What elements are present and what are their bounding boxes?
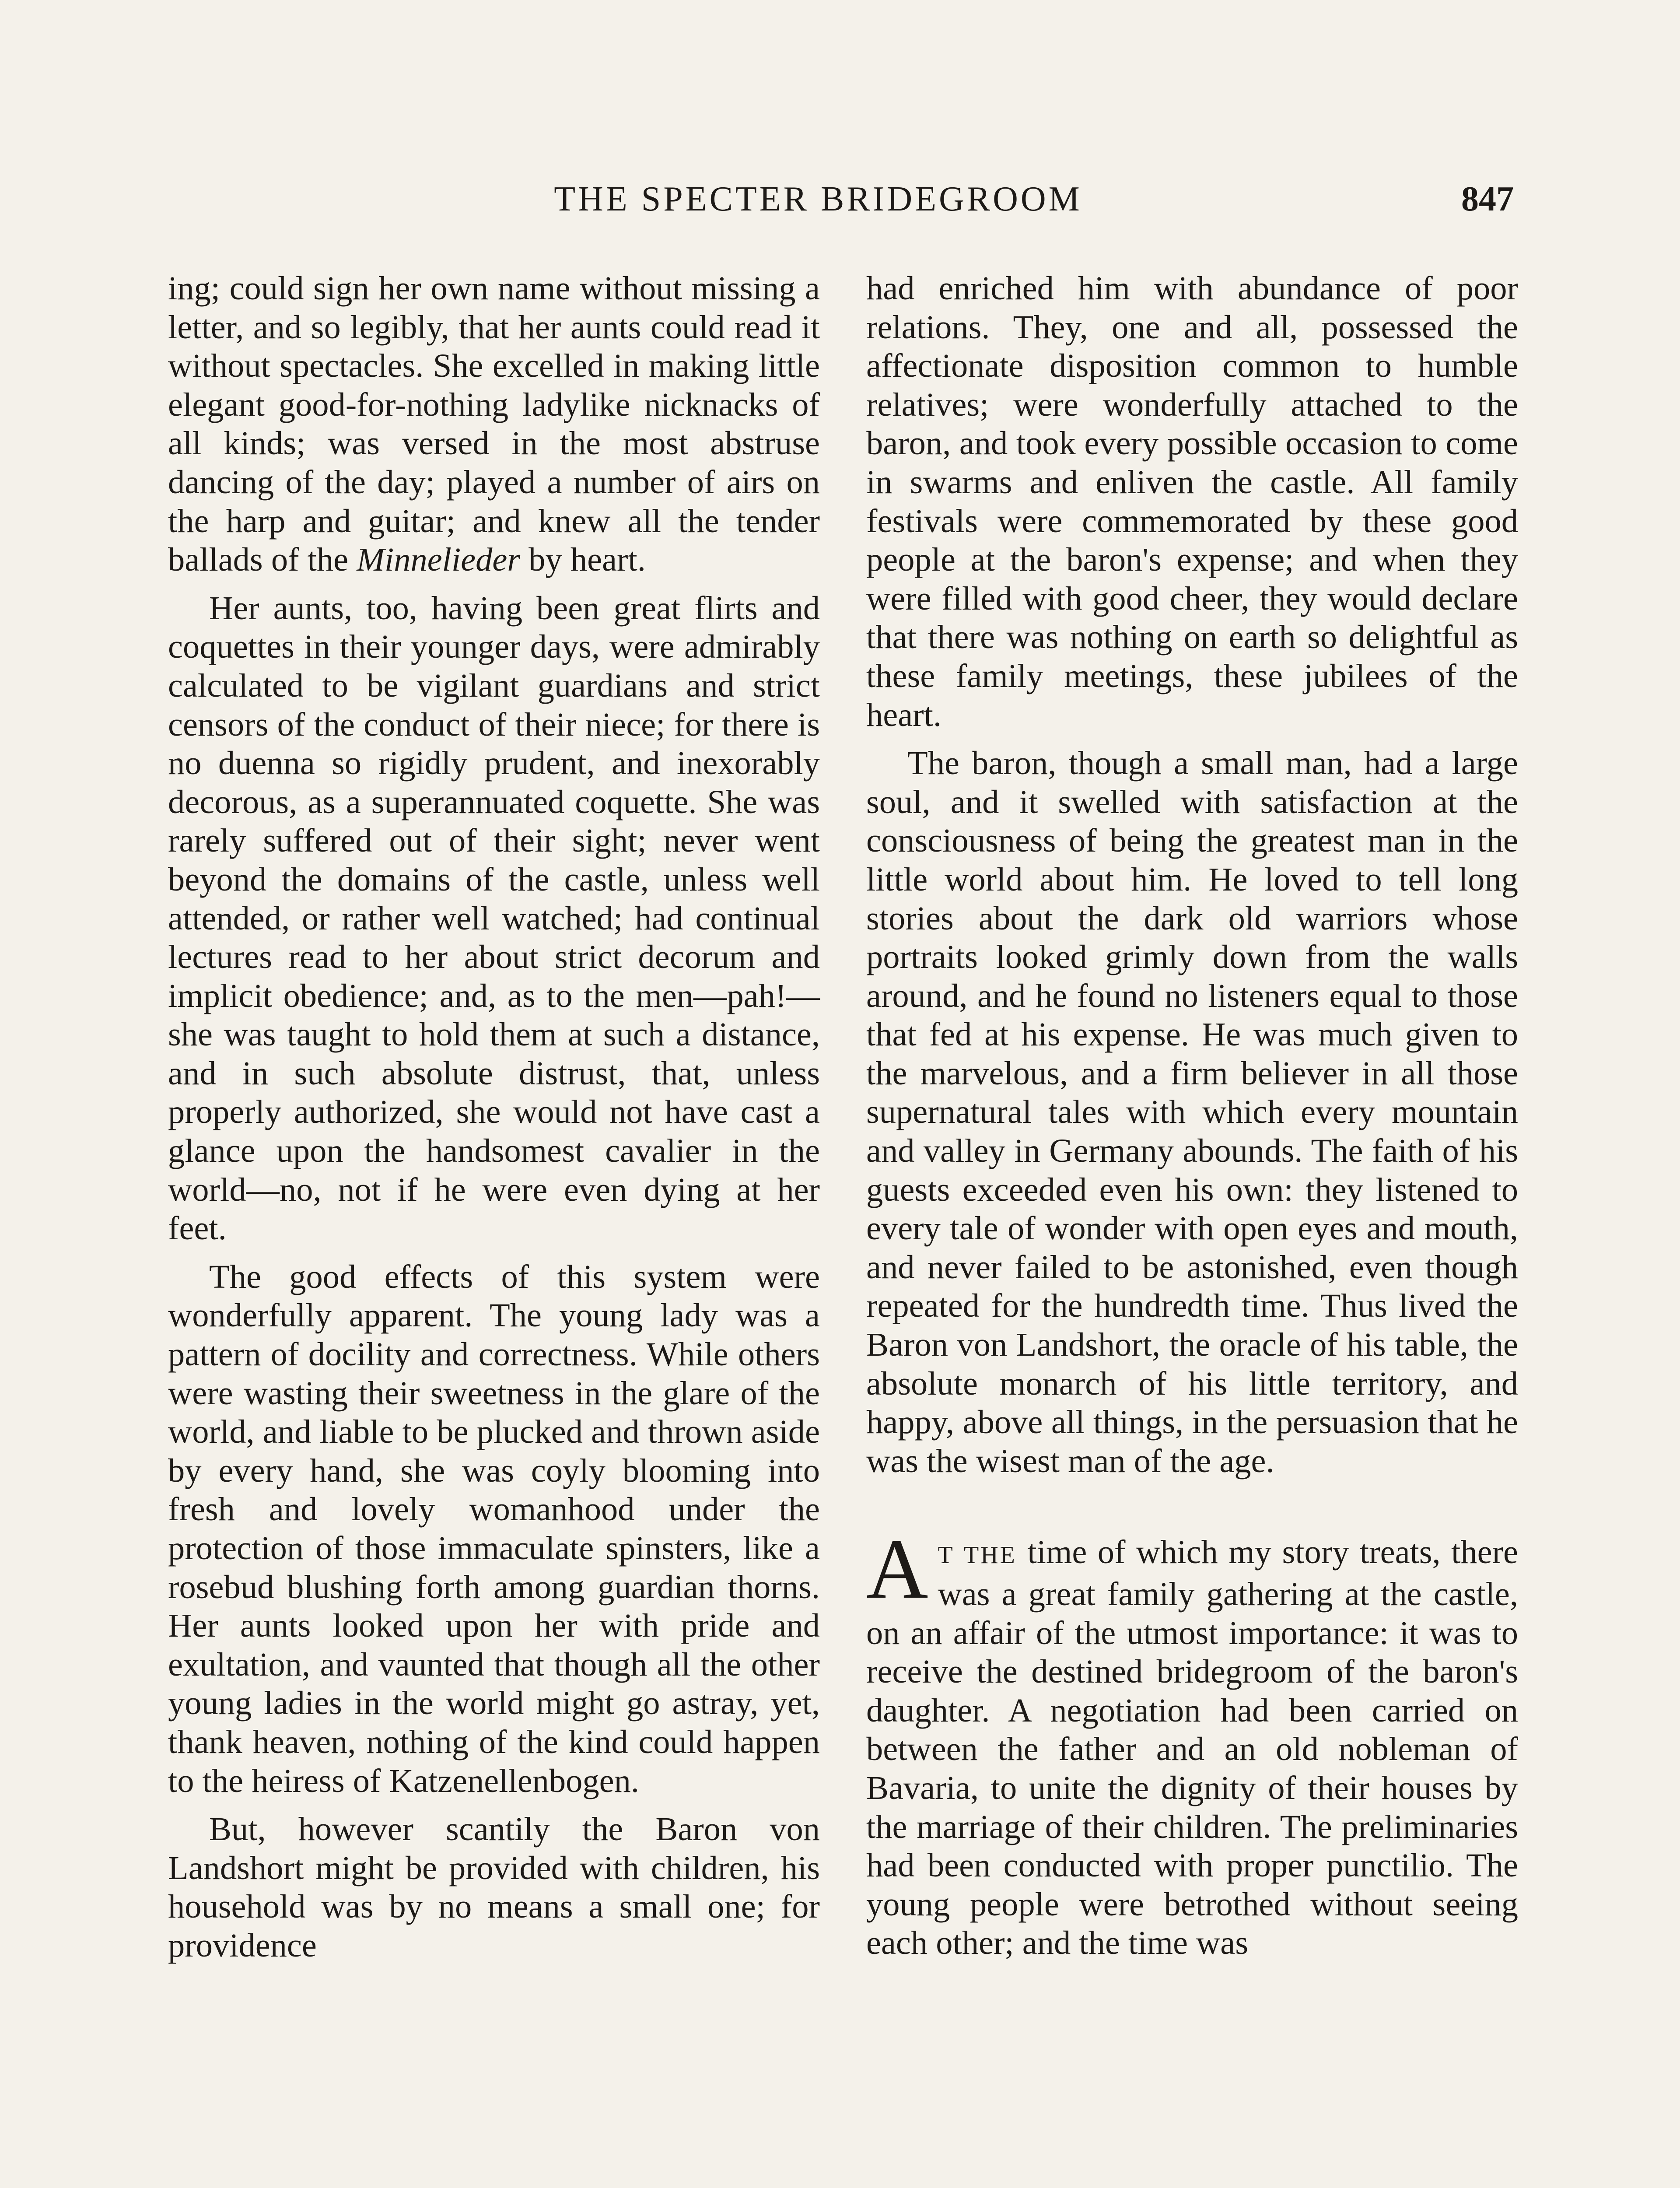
paragraph-text: ing; could sign her own name without missing a letter, and so legibly, that her aunts could read it without spectacles. She excelled in making little elegant good-for-nothing ladylike nicknacks of all kinds; was versed in the most abstruse dancing of the day; played a number of airs on the harp and guitar; and knew all the tender ballads of the — [168, 270, 820, 579]
running-title: THE SPECTER BRIDEGROOM — [554, 180, 1082, 218]
drop-cap: A — [866, 1522, 928, 1617]
page-number: 847 — [1461, 180, 1514, 218]
running-head — [166, 173, 1514, 225]
paragraph-text: by heart. — [520, 541, 646, 579]
paragraph-text: time of which my story treats, there was a great family gathering at the castle, on an affair of the utmost importance: it was to receive the destined bridegroom of the baron's daughter. A negotiation had been carried on between the father and an old nobleman of Bavaria, to unite the dignity of their houses by the marriage of their children. The preliminaries had been conducted with proper punctilio. The young people were betrothed without seeing each other; and the time was — [866, 1533, 1519, 1962]
paragraph: The good effects of this system were wonderfully apparent. The young lady was a pattern of docility and correctness. While others were wasting their sweetness in the glare of the world, and liable to be plucked and thrown aside by every hand, she was coyly blooming into fresh and lovely womanhood under the protection of those immaculate spinsters, like a rosebud blushing forth among guardian thorns. Her aunts looked upon her with pride and exultation, and vaunted that though all the other young ladies in the world might go astray, yet, thank heaven, nothing of the kind could happen to the heiress of Katzenellenbogen. — [168, 1258, 820, 1799]
right-column — [866, 269, 1518, 1963]
paragraph — [168, 269, 820, 579]
italic-title: Minnelieder — [357, 541, 521, 579]
paragraph: But, however scantily the Baron von Landshort might be provided with children, his household was by no means a small one; for providence — [168, 1810, 820, 1964]
paragraph: Her aunts, too, having been great flirts and coquettes in their younger days, were admirably calculated to be vigilant guardians and strict censors of the conduct of their niece; for there is no duenna so rigidly prudent, and inexorably decorous, as a superannuated coquette. She was rarely suffered out of their sight; never went beyond the domains of the castle, unless well attended, or rather well watched; had continual lectures read to her about strict decorum and implicit obedience; and, as to the men—pah!—she was taught to hold them at such a distance, and in such absolute distrust, that, unless properly authorized, she would not have cast a glance upon the handsomest cavalier in the world—no, not if he were even dying at her feet. — [168, 589, 820, 1247]
paragraph: The baron, though a small man, had a large soul, and it swelled with satisfaction at the consciousness of being the greatest man in the little world about him. He loved to tell long stories about the dark old warriors whose portraits looked grimly down from the walls around, and he found no listeners equal to those that fed at his expense. He was much given to the marvelous, and a firm believer in all those supernatural tales with which every mountain and valley in Germany abounds. The faith of his guests exceeded even his own: they listened to every tale of wonder with open eyes and mouth, and never failed to be astonished, even though repeated for the hundredth time. Thus lived the Baron von Landshort, the oracle of his table, the absolute monarch of his little territory, and happy, above all things, in the persuasion that he was the wisest man of the age. — [866, 744, 1518, 1480]
small-caps-lead: T THE — [938, 1542, 1017, 1569]
paragraph: had enriched him with abundance of poor relations. They, one and all, possessed the affectionate disposition common to humble relatives; were wonderfully attached to the baron, and took every possible occasion to come in swarms and enliven the castle. All family festivals were commemorated by these good people at the baron's expense; and when they were filled with good cheer, they would declare that there was nothing on earth so delightful as these family meetings, these jubilees of the heart. — [866, 270, 1518, 733]
section-opening-paragraph — [866, 1522, 1519, 1963]
left-column — [168, 269, 820, 1965]
